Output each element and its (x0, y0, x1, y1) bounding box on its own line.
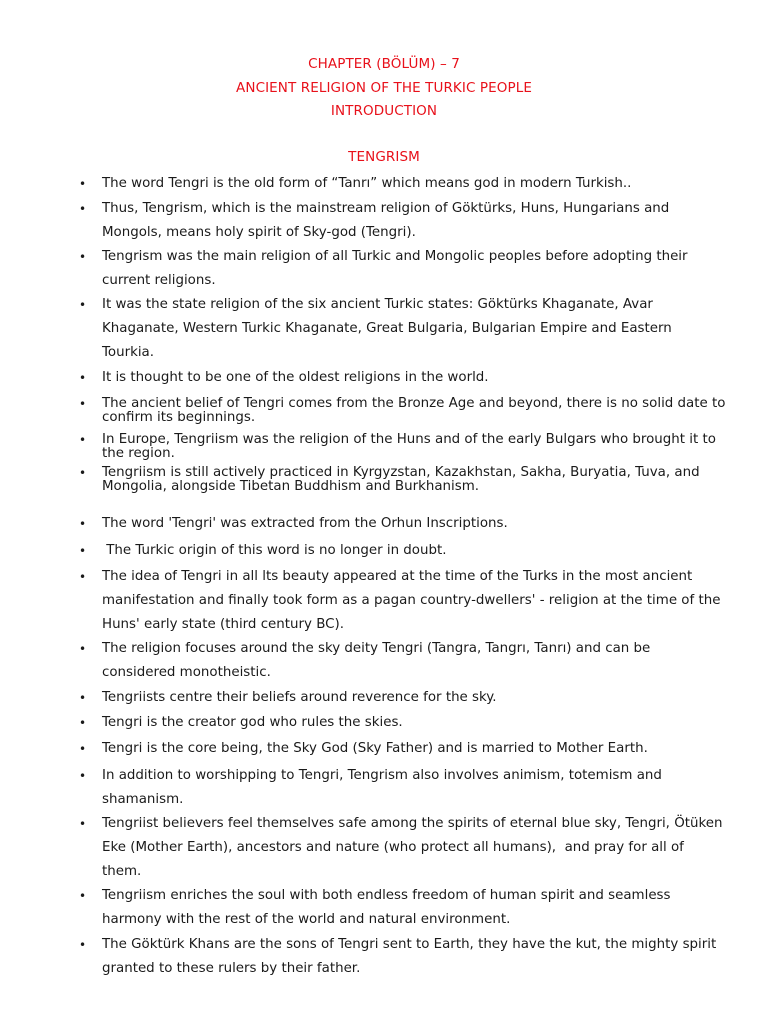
list-item-text: Tengri is the creator god who rules the skies. (102, 715, 403, 730)
list-item (79, 245, 727, 293)
list-item-text: The ancient belief of Tengri comes from the Bronze Age and beyond, there is no solid date to confirm its beginnings. (102, 396, 726, 425)
list-item-text: The Turkic origin of this word is no longer in doubt. (102, 543, 447, 558)
list-item-text: The word 'Tengri' was extracted from the Orhun Inscriptions. (102, 516, 508, 531)
bullet-icon: • (79, 570, 87, 584)
list-item-text: Tengriists centre their beliefs around reverence for the sky. (102, 690, 497, 705)
list-item (79, 539, 727, 563)
bullet-icon: • (79, 691, 87, 705)
bullet-icon: • (79, 371, 87, 385)
bullet-icon: • (79, 817, 87, 831)
bullet-icon: • (79, 433, 87, 447)
list-item-text: The Göktürk Khans are the sons of Tengri sent to Earth, they have the kut, the mighty spirit granted to these rulers by their father. (102, 937, 717, 976)
list-item (79, 686, 727, 710)
bullet-icon: • (79, 769, 87, 783)
section-heading: INTRODUCTION (330, 103, 438, 119)
list-item-text: It was the state religion of the six ancient Turkic states: Göktürks Khaganate, Avar Khaganate, Western Turkic Khaganate, Great Bulgaria, Bulgarian Empire and Eastern Tourkia. (102, 297, 672, 360)
list-item (79, 764, 727, 812)
bullet-icon: • (79, 642, 87, 656)
list-item-text: The religion focuses around the sky deity Tengri (Tangra, Tangrı, Tanrı) and can be considered monotheistic. (102, 641, 651, 680)
bullet-icon: • (79, 716, 87, 730)
list-item (79, 293, 727, 365)
list-item-text: In addition to worshipping to Tengri, Tengrism also involves animism, totemism and shamanism. (102, 768, 662, 807)
list-item (79, 396, 727, 425)
bullet-icon: • (79, 544, 87, 558)
bullet-icon: • (79, 250, 87, 264)
list-item-text: Tengrism was the main religion of all Turkic and Mongolic peoples before adopting their current religions. (102, 249, 688, 288)
bullet-icon: • (79, 889, 87, 903)
list-item (79, 737, 727, 761)
list-item-text: Tengriism enriches the soul with both endless freedom of human spirit and seamless harmony with the rest of the world and natural environment. (102, 888, 671, 927)
chapter-title: ANCIENT RELIGION OF THE TURKIC PEOPLE (236, 80, 532, 96)
list-item-text: It is thought to be one of the oldest religions in the world. (102, 370, 489, 385)
list-item-text: In Europe, Tengriism was the religion of the Huns and of the early Bulgars who brought it to the region. (102, 432, 716, 461)
list-item-text: Thus, Tengrism, which is the mainstream religion of Göktürks, Huns, Hungarians and Mongols, means holy spirit of Sky-god (Tengri). (102, 201, 670, 240)
list-item (79, 812, 727, 884)
chapter-heading: CHAPTER (BÖLÜM) – 7 (308, 56, 460, 72)
list-item-text: Tengriist believers feel themselves safe among the spirits of eternal blue sky, Tengri, Ötüken Eke (Mother Earth), ancestors and nature (who protect all humans), and pray for all of them. (102, 816, 727, 879)
list-item (79, 172, 727, 196)
list-item (79, 465, 727, 494)
list-item (79, 933, 727, 981)
bullet-icon: • (79, 466, 87, 480)
list-item (79, 432, 727, 461)
list-item (79, 884, 727, 932)
bullet-icon: • (79, 938, 87, 952)
list-item-text: The word Tengri is the old form of “Tanrı” which means god in modern Turkish.. (102, 176, 632, 191)
list-item (79, 637, 727, 685)
bullet-icon: • (79, 298, 87, 312)
bullet-icon: • (79, 202, 87, 216)
bullet-icon: • (79, 742, 87, 756)
list-item (79, 366, 727, 390)
bullet-icon: • (79, 517, 87, 531)
list-item (79, 512, 727, 536)
list-item (79, 565, 727, 637)
list-item-text: Tengriism is still actively practiced in Kyrgyzstan, Kazakhstan, Sakha, Buryatia, Tuva, and Mongolia, alongside Tibetan Buddhism and Burkhanism. (102, 465, 700, 494)
list-item (79, 711, 727, 735)
bullet-icon: • (79, 177, 87, 191)
subsection-heading: TENGRISM (348, 149, 420, 165)
list-item-text: Tengri is the core being, the Sky God (Sky Father) and is married to Mother Earth. (102, 741, 648, 756)
list-item-text: The idea of Tengri in all lts beauty appeared at the time of the Turks in the most ancient manifestation and finally took form as a pagan country-dwellers' - religion at the time of the Huns' early state (third century BC). (102, 569, 721, 632)
bullet-icon: • (79, 397, 87, 411)
list-item (79, 197, 727, 245)
